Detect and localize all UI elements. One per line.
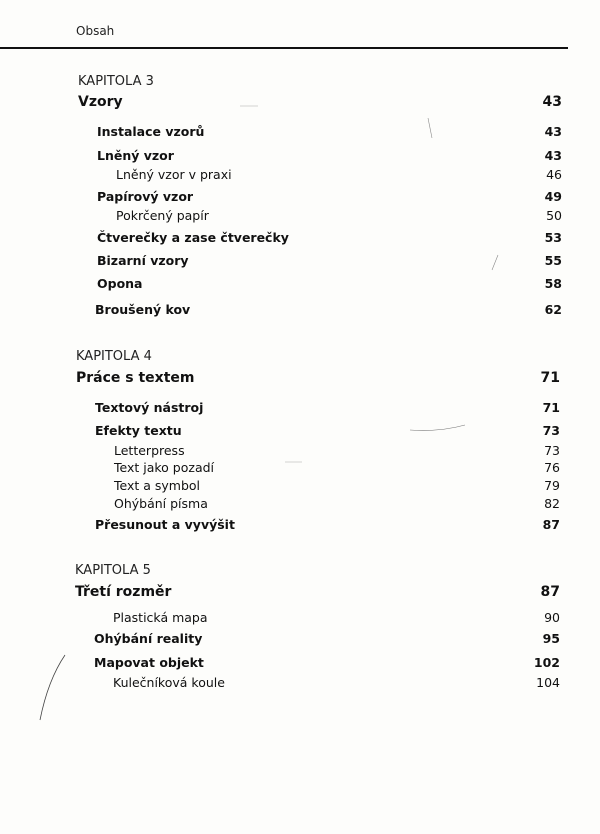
toc-entry[interactable]: Broušený kov: [95, 302, 191, 317]
toc-page-number: 76: [544, 460, 560, 475]
toc-page-number: 104: [536, 675, 560, 690]
toc-page-number: 43: [544, 148, 562, 163]
toc-entry[interactable]: Instalace vzorů: [97, 124, 205, 139]
toc-entry[interactable]: Přesunout a vyvýšit: [95, 517, 235, 532]
toc-subentry[interactable]: Letterpress: [114, 443, 185, 458]
chapter-label: KAPITOLA 5: [75, 563, 151, 578]
toc-subentry[interactable]: Text jako pozadí: [114, 460, 215, 475]
toc-page-number: 73: [542, 423, 560, 438]
toc-subentry[interactable]: Pokrčený papír: [116, 208, 209, 223]
toc-entry[interactable]: Opona: [97, 276, 143, 291]
toc-entry[interactable]: Čtverečky a zase čtverečky: [97, 230, 289, 245]
chapter-title[interactable]: Vzory: [78, 94, 123, 110]
toc-page-number: 79: [544, 478, 560, 493]
toc-page-number: 55: [544, 253, 562, 268]
toc-entry[interactable]: Textový nástroj: [95, 400, 204, 415]
toc-page-number: 53: [544, 230, 562, 245]
toc-subentry[interactable]: Plastická mapa: [113, 610, 208, 625]
toc-entry[interactable]: Ohýbání reality: [94, 631, 203, 646]
toc-entry[interactable]: Bizarní vzory: [97, 253, 189, 268]
toc-page-number: 90: [544, 610, 560, 625]
chapter-label: KAPITOLA 3: [78, 74, 154, 89]
toc-entry[interactable]: Mapovat objekt: [94, 655, 204, 670]
chapter-title[interactable]: Práce s textem: [76, 370, 195, 386]
chapter-title[interactable]: Třetí rozměr: [75, 584, 172, 600]
toc-entry[interactable]: Efekty textu: [95, 423, 182, 438]
toc-page-number: 46: [546, 167, 562, 182]
toc-entry[interactable]: Lněný vzor: [97, 148, 174, 163]
chapter-page-number: 43: [542, 94, 562, 110]
toc-subentry[interactable]: Ohýbání písma: [114, 496, 208, 511]
toc-subentry[interactable]: Kulečníková koule: [113, 675, 225, 690]
toc-entry[interactable]: Papírový vzor: [97, 189, 194, 204]
chapter-page-number: 71: [540, 370, 560, 386]
toc-subentry[interactable]: Lněný vzor v praxi: [116, 167, 232, 182]
toc-page-number: 58: [544, 276, 562, 291]
toc-page-number: 43: [544, 124, 562, 139]
toc-page-number: 102: [533, 655, 560, 670]
chapter-label: KAPITOLA 4: [76, 349, 152, 364]
toc-page-number: 62: [544, 302, 562, 317]
toc-page-number: 95: [542, 631, 560, 646]
toc-page-number: 82: [544, 496, 560, 511]
running-header: Obsah: [76, 24, 115, 38]
chapter-page-number: 87: [540, 584, 560, 600]
toc-page-number: 87: [542, 517, 560, 532]
toc-subentry[interactable]: Text a symbol: [114, 478, 201, 493]
toc-page-number: 73: [544, 443, 560, 458]
toc-page-number: 49: [544, 189, 562, 204]
toc-page-number: 71: [542, 400, 560, 415]
toc-page-number: 50: [546, 208, 562, 223]
